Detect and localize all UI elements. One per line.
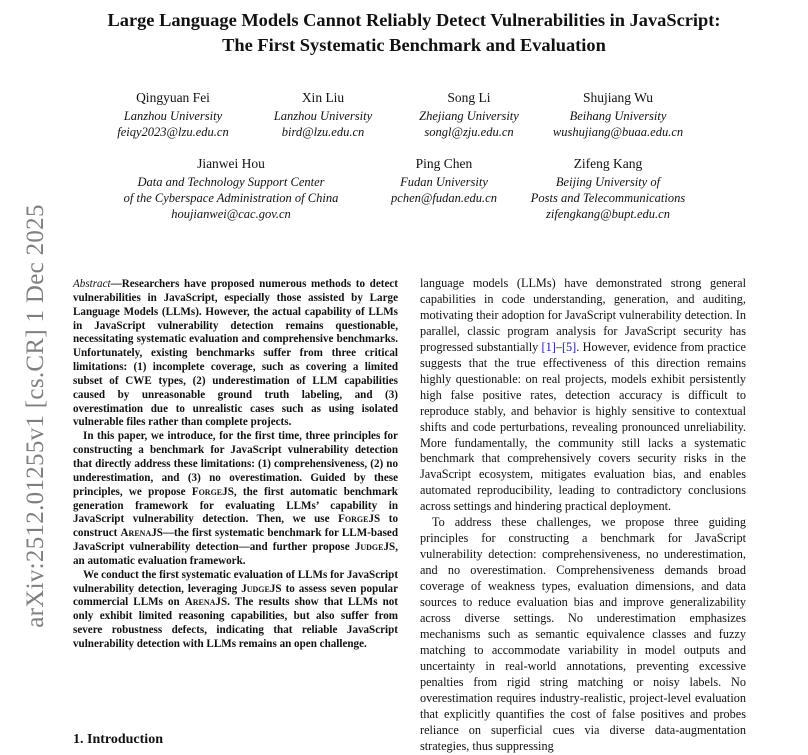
author-block (100, 156, 362, 222)
author-email: wushujiang@buaa.edu.cn (552, 125, 684, 139)
author-affiliation: Beijing University of (555, 175, 661, 189)
introduction-body (420, 276, 746, 755)
author-block (540, 90, 696, 140)
abstract-text: , an automatic evaluation framework. (73, 541, 398, 567)
author-name: Song Li (447, 90, 491, 105)
author-name: Ping Chen (415, 156, 473, 171)
author-name: Jianwei Hou (197, 156, 265, 171)
citation-link[interactable]: [5] (561, 339, 577, 354)
arxiv-identifier: arXiv:2512.01255v1 [cs.CR] 1 Dec 2025 (22, 204, 49, 628)
author-email: songl@zju.edu.cn (424, 125, 514, 139)
author-name: Shujiang Wu (582, 90, 654, 105)
abstract-text: In this paper, we introduce, for the first time, three principles for constructing a benchmark for JavaScript vulnerability detection that directly address these limitations: (1) comprehensiveness, (2) no underestimation, and (3) no overestimation. Guided by these principles, we propose (73, 430, 398, 498)
abstract-text: to construct (73, 513, 398, 540)
intro-text: . However, evidence from practice suggests that the true effectiveness of this direction remains highly questionable: on real projects, models exhibit persistently high false positive rates, detection accuracy is difficult to reproduce stably, and behavior is highly sensitive to contextual shifts and code perturbations, revealing pronounced unreliability. More fundamentally, the community still lacks a systematic benchmark that comprehensively covers security risks in the JavaScript ecosystem, mitigates evaluation bias, and enables automated reproducibility, leading to contradictory conclusions across settings and hindering practical deployment. (420, 339, 746, 514)
author-email: zifengkang@bupt.edu.cn (546, 207, 670, 221)
author-block (528, 156, 688, 222)
title-line-1: Large Language Models Cannot Reliably Detect Vulnerabilities in JavaScript: (107, 10, 721, 30)
intro-paragraph-2: To address these challenges, we propose three guiding principles for constructing a benchmark for JavaScript vulnerability detection: comprehensiveness, no underestimation, and no overestimation. Comprehensiveness demands broad coverage of weakness types, evaluation dimensions, and data sources to reduce evaluation bias and improve generalizability across diverse settings. No underestimation emphasizes mechanisms such as semantic equivalence classes and fuzzy matching to accommodate variability in model outputs and uncertainty in real-world annotations, preventing excessive penalties from rigid string matching or noisy labels. No overestimation requires industry-realistic, project-level evaluation that explicitly quantifies the cost of false positives and probes reliance on superficial cues via diverse data-augmentation strategies, thus suppressing (420, 515, 746, 753)
title-line-2: The First Systematic Benchmark and Evaluation (222, 35, 606, 55)
abstract (73, 278, 398, 652)
abstract-paragraph-2 (73, 430, 398, 568)
abstract-text: to assess seven popular commercial LLMs on (73, 582, 398, 609)
author-name: Xin Liu (301, 90, 345, 105)
abstract-text: —Researchers have proposed numerous methods to detect vulnerabilities in JavaScript, especially those assisted by Large Language Models (LLMs). However, the actual capability of LLMs in JavaScript vulnerability detection remains questionable, necessitating systematic evaluation and comprehensive benchmarks. Unfortunately, existing benchmarks suffer from three critical limitations: (1) incomplete coverage, such as covering a limited subset of CWE types, (2) underestimation of LLM capabilities caused by unreasonable ground truth labeling, and (3) overestimation due to unrealistic cases such as using isolated vulnerable files rather than complete projects. (73, 278, 398, 429)
author-email: houjianwei@cac.gov.cn (171, 207, 291, 221)
author-email: pchen@fudan.edu.cn (391, 191, 497, 205)
author-affiliation: Data and Technology Support Center (137, 175, 325, 189)
author-affiliation: Lanzhou University (273, 109, 373, 123)
forgejs-name: ForgeJS (191, 485, 234, 498)
citation-dash: – (555, 339, 562, 354)
author-affiliation: Beihang University (569, 109, 667, 123)
abstract-text: We conduct the first systematic evaluation of LLMs for JavaScript vulnerability detection, leveraging (73, 568, 399, 595)
intro-text: language models (LLMs) have demonstrated strong general capabilities in code understanding, generation, and auditing, motivating their adoption for JavaScript vulnerability detection. In parallel, classic program analysis for JavaScript security has progressed substantially (420, 276, 746, 354)
author-affiliation: Zhejiang University (419, 109, 519, 123)
author-name: Zifeng Kang (573, 156, 643, 171)
judgejs-name: JudgeJS (241, 582, 282, 595)
author-block (378, 156, 510, 206)
author-affiliation: Posts and Telecommunications (530, 191, 686, 205)
author-affiliation: Fudan University (400, 175, 488, 189)
abstract-label: Abstract (73, 278, 111, 290)
judgejs-name: JudgeJS (354, 541, 396, 554)
author-block (396, 90, 542, 140)
author-affiliation: Lanzhou University (123, 109, 223, 123)
forgejs-name: ForgeJS (338, 513, 381, 526)
author-block (100, 90, 246, 140)
section-heading: 1. Introduction (73, 732, 163, 747)
author-email: feiqy2023@lzu.edu.cn (117, 125, 229, 139)
citation-link[interactable]: [1] (541, 339, 556, 354)
abstract-text: , the first automatic benchmark generation framework for evaluating LLMs’ capability in JavaScript vulnerability detection. Then, we use (73, 485, 398, 526)
abstract-text: . The results show that LLMs not only exhibit limited reasoning capabilities, but also suffer from severe robustness defects, indicating that reliable JavaScript vulnerability detection with LLMs remains an open challenge. (73, 596, 398, 650)
author-email: bird@lzu.edu.cn (281, 125, 365, 139)
abstract-text: —the first systematic benchmark for LLM-based JavaScript vulnerability detection—and further propose (73, 527, 399, 554)
abstract-paragraph-1 (73, 278, 398, 430)
author-block (250, 90, 396, 140)
paper-title (60, 8, 768, 58)
author-name: Qingyuan Fei (136, 90, 210, 105)
author-affiliation: of the Cyberspace Administration of China (123, 191, 339, 205)
intro-paragraph-1 (420, 276, 746, 515)
abstract-paragraph-3 (73, 569, 398, 652)
arenajs-name: ArenaJS (184, 596, 228, 609)
arenajs-name: ArenaJS (120, 527, 163, 540)
